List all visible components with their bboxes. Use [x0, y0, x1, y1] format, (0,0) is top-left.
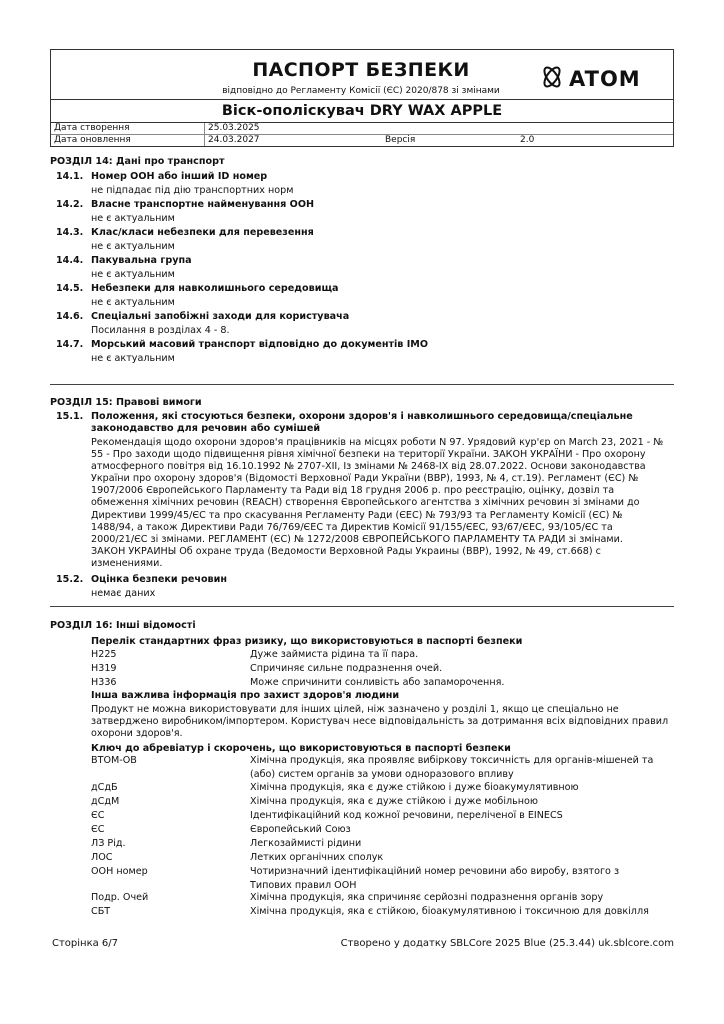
item-text: не підпадає під дію транспортних норм [91, 185, 294, 196]
version-value: 2.0 [520, 135, 535, 145]
item-number: 14.3. [56, 227, 84, 238]
item-heading: Власне транспортне найменування ООН [91, 199, 315, 210]
header [50, 49, 674, 99]
item-text: немає даних [91, 588, 156, 599]
item-heading: Морський масовий транспорт відповідно до документів IMO [91, 339, 428, 350]
item-number: 14.5. [56, 283, 84, 294]
item-heading: Пакувальна група [91, 255, 192, 266]
item-text: Посилання в розділах 4 - 8. [91, 325, 230, 336]
legal-text: Рекомендація щодо охорони здоров'я працівників на місцях роботи N 97. Урядовий кур'єр on March 23, 2021 - № 55 - Про заходи щодо підвищення рівня хімічної безпеки на території України. ЗАКОН УКРАЇНИ - Про охорону атмосферного повітря від 16.10.1992 № 2707-XII, Із змінами № 2468-IX від 28.07.2022. Основи законодавства України про охорону здоров'я (Відомості Верховної Ради України (ВВР), 1993, № 4, ст.19). Регламент (ЄС) № 1907/2006 Європейського Парламенту та Ради від 18 грудня 2006 р. про реєстрацію, оцінку, дозвіл та обмеження хімічних речовин (REACH) створення Європейського агентства з хімічних речовин зі змінами до Директиви 1999/45/ЄС та про скасування Регламенту Ради (ЄЕС) № 793/93 та Регламенту Комісії (ЄС) № 1488/94, а також Директиви Ради 76/769/ЄЕС та Директив Комісії 91/155/ЄЕС, 93/67/ЄЕС, 93/105/ЄС та 2000/21/ЄС зі змінами. РЕГЛАМЕНТ (ЄС) № 1272/2008 ЄВРОПЕЙСЬКОГО ПАРЛАМЕНТУ ТА РАДИ зі змінами. ЗАКОН УКРАИНЫ Об охране труда (Ведомости Верховной Рады Украины (ВВР), 1992, № 49, ст.668) с изменениями. [91, 437, 664, 569]
phrases-heading: Перелік стандартних фраз ризику, що використовуються в паспорті безпеки [91, 636, 523, 647]
item-text: не є актуальним [91, 241, 175, 252]
item-number: 15.1. [56, 411, 84, 422]
item-heading: Номер ООН або інший ID номер [91, 171, 268, 182]
page-number: Сторінка 6/7 [52, 938, 119, 949]
section-16-title: РОЗДІЛ 16: Інші відомості [50, 620, 196, 631]
meta-row-updated [51, 134, 673, 146]
section-14-title: РОЗДІЛ 14: Дані про транспорт [50, 156, 225, 167]
meta-row-created [51, 123, 673, 134]
logo-text: ATOM [569, 67, 641, 91]
item-number: 15.2. [56, 574, 84, 585]
item-text: не є актуальним [91, 213, 175, 224]
divider [50, 606, 674, 607]
meta-table [50, 123, 674, 147]
document-title: ПАСПОРТ БЕЗПЕКИ [252, 59, 470, 81]
item-number: 14.4. [56, 255, 84, 266]
document-subtitle: відповідно до Регламенту Комісії (ЄС) 2020/878 зі змінами [222, 86, 500, 96]
info-text: Продукт не можна використовувати для інших цілей, ніж зазначено у розділі 1, якщо це спеціально не затверджено виробником/імпортером. Користувач несе відповідальність за дотримання всіх відповідних правил охорони здоров'я. [91, 704, 669, 740]
item-text: не є актуальним [91, 353, 175, 364]
generator-note: Створено у додатку SBLCore 2025 Blue (25.3.44) uk.sblcore.com [340, 938, 674, 949]
section-15-title: РОЗДІЛ 15: Правові вимоги [50, 397, 202, 408]
item-number: 14.7. [56, 339, 84, 350]
item-heading: Клас/класи небезпеки для перевезення [91, 227, 314, 238]
item-text: не є актуальним [91, 269, 175, 280]
info-heading: Інша важлива інформація про захист здоров'я людини [91, 690, 400, 701]
version-label: Версія [385, 135, 416, 145]
item-number: 14.2. [56, 199, 84, 210]
created-value: 25.03.2025 [208, 123, 260, 133]
abbr-heading: Ключ до абревіатур і скорочень, що використовуються в паспорті безпеки [91, 743, 511, 754]
updated-label: Дата оновлення [54, 135, 131, 145]
item-number: 14.6. [56, 311, 84, 322]
item-heading: Положення, які стосуються безпеки, охорони здоров'я і навколишнього середовища/спеціальне [91, 411, 633, 422]
item-number: 14.1. [56, 171, 84, 182]
created-label: Дата створення [54, 123, 130, 133]
item-heading: Оцінка безпеки речовин [91, 574, 227, 585]
item-text: не є актуальним [91, 297, 175, 308]
item-heading: Небезпеки для навколишнього середовища [91, 283, 339, 294]
atom-logo [539, 62, 671, 92]
item-heading: Спеціальні запобіжні заходи для користувача [91, 311, 350, 322]
product-name: Віск-ополіскувач DRY WAX APPLE [50, 99, 674, 123]
item-heading-cont: законодавство для речовин або сумішей [91, 423, 321, 434]
updated-value: 24.03.2027 [208, 135, 260, 145]
divider [50, 384, 674, 385]
